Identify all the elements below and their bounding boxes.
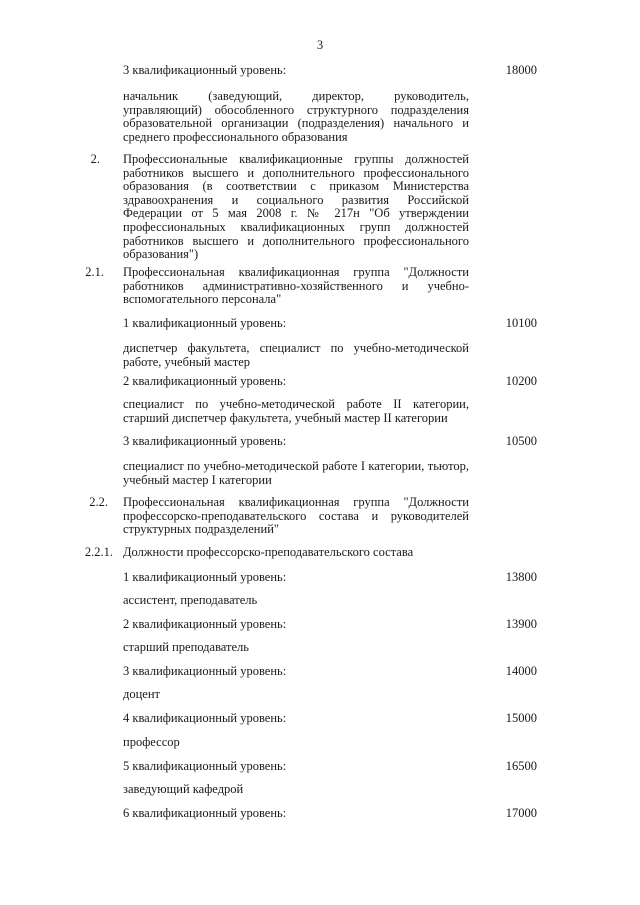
qualification-level: 3 квалификационный уровень:	[123, 664, 287, 678]
position-list: диспетчер факультета, специалист по учебно-методической работе, учебный мастер	[123, 341, 469, 369]
section-heading: Профессиональная квалификационная группа "Должности работников административно-хозяйственного и учебно-вспомогательного персонала"	[123, 265, 469, 307]
qualification-level: 2 квалификационный уровень:	[123, 374, 287, 388]
position-list: специалист по учебно-методической работе II категории, старший диспетчер факультета, учебный мастер II категории	[123, 397, 469, 425]
position-list: заведующий кафедрой	[123, 782, 244, 796]
salary-value: 13900	[505, 617, 537, 631]
salary-value: 16500	[505, 759, 537, 773]
section-heading: Профессиональная квалификационная группа "Должности профессорско-преподавательского состава и руководителей структурных подразделений"	[123, 495, 469, 537]
section-number: 2.1.	[85, 265, 104, 279]
page-number: 3	[316, 38, 324, 52]
qualification-level: 5 квалификационный уровень:	[123, 759, 287, 773]
qualification-level: 6 квалификационный уровень:	[123, 806, 287, 820]
salary-value: 10200	[505, 374, 537, 388]
qualification-level: 2 квалификационный уровень:	[123, 617, 287, 631]
qualification-level: 1 квалификационный уровень:	[123, 316, 287, 330]
position-list: специалист по учебно-методической работе I категории, тьютор, учебный мастер I категории	[123, 459, 469, 487]
position-list: начальник (заведующий, директор, руководитель, управляющий) обособленного структурного подразделения образовательной организации (подразделения) начального и среднего профессионального образования	[123, 89, 469, 144]
salary-value: 10500	[505, 434, 537, 448]
position-list: доцент	[123, 687, 160, 701]
salary-value: 15000	[505, 711, 537, 725]
qualification-level: 4 квалификационный уровень:	[123, 711, 287, 725]
section-number: 2.2.	[89, 495, 108, 509]
qualification-level: 1 квалификационный уровень:	[123, 570, 287, 584]
position-list: профессор	[123, 735, 180, 749]
position-list: старший преподаватель	[123, 640, 249, 654]
salary-value: 10100	[505, 316, 537, 330]
position-list: ассистент, преподаватель	[123, 593, 258, 607]
salary-value: 17000	[505, 806, 537, 820]
section-heading: Должности профессорско-преподавательского состава	[123, 545, 414, 559]
salary-value: 14000	[505, 664, 537, 678]
salary-value: 18000	[505, 63, 537, 77]
section-number: 2.2.1.	[84, 545, 113, 559]
section-heading: Профессиональные квалификационные группы должностей работников высшего и дополнительного профессионального образования (в соответствии с приказом Министерства здравоохранения и социального развития Российской Федерации от 5 мая 2008 г. № 217н "Об утверждении профессиональных квалификационных групп должностей работников высшего и дополнительного профессионального образования")	[123, 152, 469, 262]
qualification-level: 3 квалификационный уровень:	[123, 434, 287, 448]
salary-value: 13800	[505, 570, 537, 584]
qualification-level: 3 квалификационный уровень:	[123, 63, 287, 77]
section-number: 2.	[90, 152, 100, 166]
